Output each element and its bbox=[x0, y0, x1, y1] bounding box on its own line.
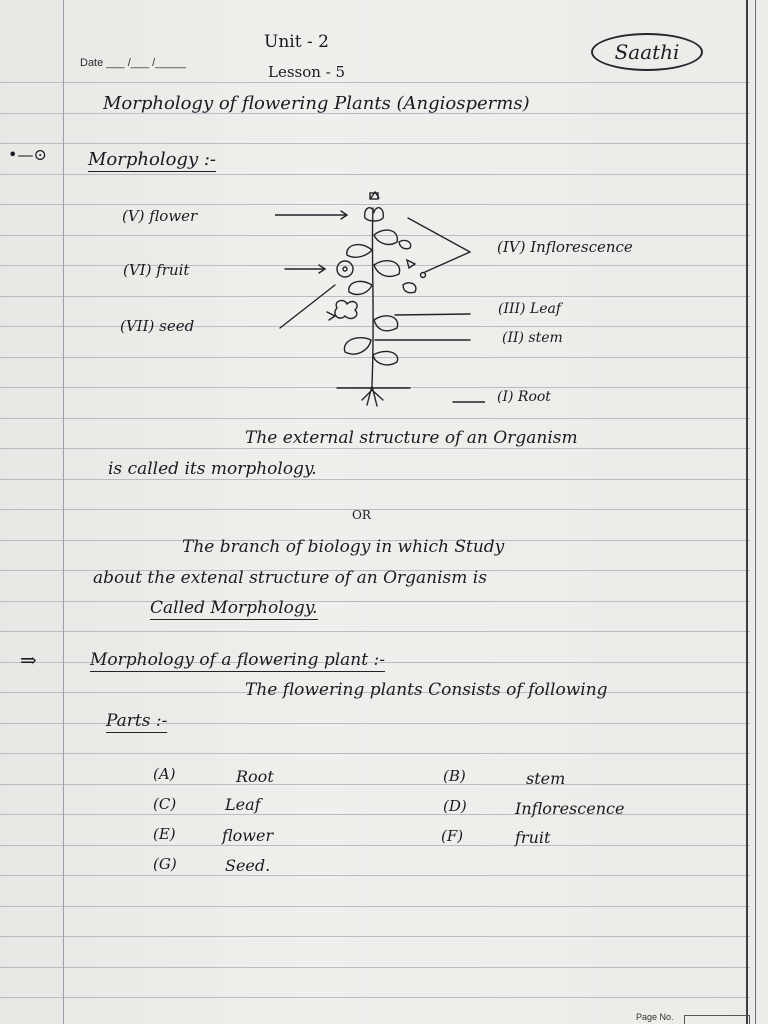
ruled-line bbox=[0, 418, 750, 419]
ruled-line bbox=[0, 631, 750, 632]
part-key: (D) bbox=[443, 797, 467, 815]
part-key: (B) bbox=[443, 767, 466, 785]
margin-line bbox=[63, 0, 64, 1024]
section-heading-flowering-plant: Morphology of a flowering plant :- bbox=[90, 650, 385, 670]
ruled-line bbox=[0, 753, 750, 754]
part-name: fruit bbox=[515, 828, 551, 847]
part-key: (C) bbox=[153, 795, 177, 813]
part-key: (E) bbox=[153, 825, 176, 843]
definition-line-3: The branch of biology in which Study bbox=[182, 537, 505, 557]
ruled-line bbox=[0, 997, 750, 998]
ruled-line bbox=[0, 875, 750, 876]
saathi-logo bbox=[591, 33, 703, 71]
plant-diagram bbox=[275, 190, 485, 415]
parts-intro-line-1: The flowering plants Consists of following bbox=[245, 680, 608, 700]
definition-line-4: about the extenal structure of an Organism is bbox=[93, 568, 487, 588]
unit-heading: Unit - 2 bbox=[264, 32, 329, 52]
part-name: Leaf bbox=[225, 795, 261, 814]
ruled-line bbox=[0, 845, 750, 846]
label-stem: (II) stem bbox=[502, 330, 563, 346]
part-name: Root bbox=[236, 767, 274, 786]
ruled-line bbox=[0, 784, 750, 785]
ruled-line bbox=[0, 143, 750, 144]
parts-intro-line-2: Parts :- bbox=[106, 711, 168, 731]
arrow-marker: ⇒ bbox=[20, 648, 37, 672]
part-name: stem bbox=[526, 769, 566, 788]
or-separator: OR bbox=[352, 508, 371, 522]
label-fruit: (VI) fruit bbox=[123, 261, 190, 279]
section-heading-morphology: Morphology :- bbox=[88, 149, 216, 170]
label-root: (I) Root bbox=[497, 389, 551, 405]
ruled-line bbox=[0, 174, 750, 175]
label-leaf: (III) Leaf bbox=[498, 301, 562, 317]
part-name: Inflorescence bbox=[515, 799, 625, 818]
ruled-line bbox=[0, 82, 750, 83]
page-number-label: Page No. bbox=[636, 1012, 674, 1022]
page-edge bbox=[746, 0, 748, 1024]
label-inflorescence: (IV) Inflorescence bbox=[497, 238, 633, 256]
part-name: flower bbox=[222, 826, 274, 845]
part-key: (F) bbox=[441, 827, 464, 845]
part-name: Seed. bbox=[225, 856, 271, 875]
logo-text: Saathi bbox=[614, 40, 680, 64]
ruled-line bbox=[0, 936, 750, 937]
part-key: (G) bbox=[153, 855, 177, 873]
ruled-line bbox=[0, 479, 750, 480]
arrow-seed bbox=[280, 285, 335, 328]
ruled-line bbox=[0, 814, 750, 815]
lesson-heading: Lesson - 5 bbox=[268, 63, 346, 81]
ruled-line bbox=[0, 906, 750, 907]
definition-line-2: is called its morphology. bbox=[108, 459, 317, 479]
ruled-line bbox=[0, 967, 750, 968]
date-field: Date ___ /___ /_____ bbox=[80, 57, 186, 69]
page-edge-inner bbox=[755, 0, 756, 1024]
definition-line-5: Called Morphology. bbox=[150, 598, 318, 618]
definition-line-1: The external structure of an Organism bbox=[245, 428, 578, 448]
part-key: (A) bbox=[153, 765, 176, 783]
ruled-line bbox=[0, 601, 750, 602]
ruled-line bbox=[0, 509, 750, 510]
bullet-marker: •—⊙ bbox=[8, 145, 47, 164]
page-number-box bbox=[684, 1015, 750, 1024]
label-seed: (VII) seed bbox=[120, 317, 195, 335]
label-flower: (V) flower bbox=[122, 207, 198, 225]
page-title: Morphology of flowering Plants (Angiosperms) bbox=[103, 93, 530, 114]
ruled-line bbox=[0, 448, 750, 449]
